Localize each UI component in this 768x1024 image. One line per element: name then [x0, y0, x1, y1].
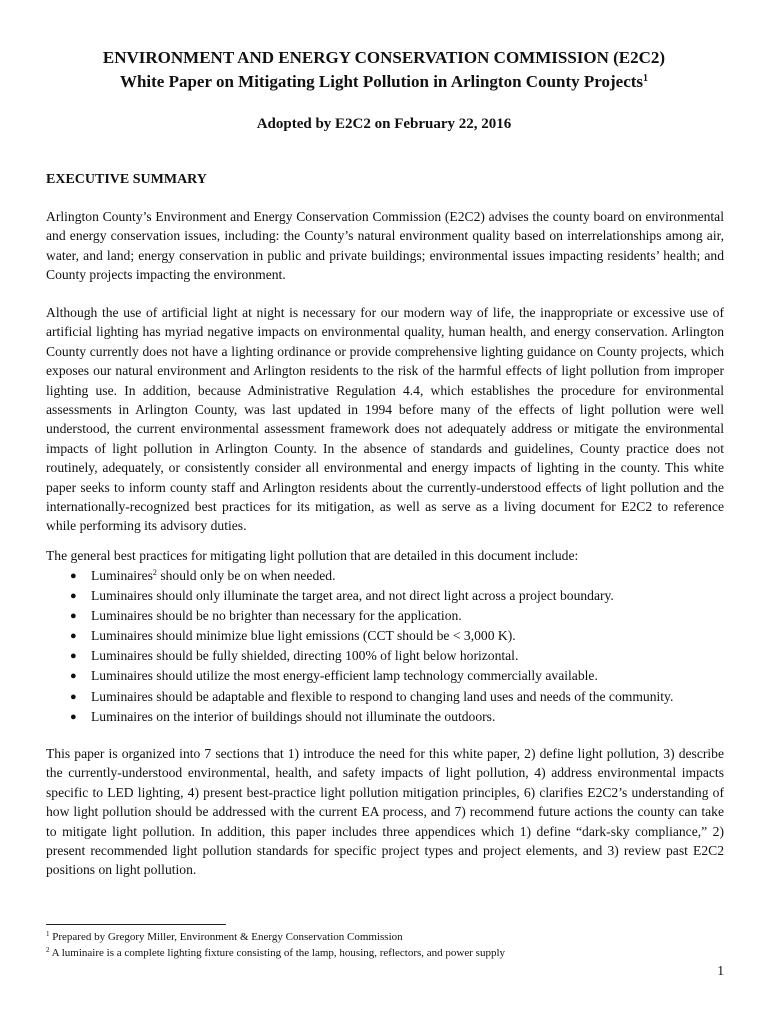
- bullet-icon: ●: [70, 690, 77, 703]
- bullet-icon: ●: [70, 650, 77, 663]
- footnote-2-number: 2: [46, 946, 50, 954]
- paragraph-1-text: Arlington County’s Environment and Energy Conservation Commission (E2C2) advises the county board on environmental and energy conservation issues, including: the County’s natural environment quality based on interrelationships among air, water, and land; energy conservation in public and private buildings; environmental issues impacting residents’ health; and County projects impacting the environment.: [46, 209, 724, 283]
- footnote-ref-1: 1: [643, 73, 649, 84]
- list-item-text: Luminaires should minimize blue light emissions (CCT should be < 3,000 K).: [91, 628, 516, 644]
- list-item-text-rest: should only be on when needed.: [156, 568, 336, 583]
- bullet-icon: ●: [70, 590, 77, 603]
- best-practices-list: [46, 566, 724, 727]
- list-item: [46, 666, 724, 686]
- footnote-1-number: 1: [46, 930, 50, 938]
- list-item-text: Luminaires should only illuminate the target area, and not direct light across a project boundary.: [91, 588, 614, 604]
- paragraph-3-text: The general best practices for mitigating light pollution that are detailed in this document include:: [46, 548, 579, 563]
- bullet-icon: ●: [70, 670, 77, 683]
- bullet-icon: ●: [70, 610, 77, 623]
- paragraph-best-practices-intro: [46, 546, 724, 565]
- list-item: [46, 687, 724, 707]
- paragraph-light-pollution-impacts: [46, 303, 724, 536]
- footnote-ref-2: 2: [152, 568, 157, 577]
- paragraph-4-text: This paper is organized into 7 sections that 1) introduce the need for this white paper, 2) define light pollution, 3) describe the currently-understood environmental, health, and safety impacts of light pollution, 4) address environmental impacts specific to LED lighting, 4) present best-practice light pollution mitigation principles, 6) clarifies E2C2’s understanding of how light pollution should be addressed with the current EA process, and 7) recommend future actions the county can take to mitigate light pollution. In addition, this paper includes three appendices which 1) define “dark-sky compliance,” 2) present recommended light pollution standards for specific project types and project elements, and 3) review past E2C2 positions on light pollution.: [46, 746, 724, 878]
- list-item-text: Luminaires on the interior of buildings should not illuminate the outdoors.: [91, 708, 496, 724]
- executive-summary-heading: EXECUTIVE SUMMARY: [46, 172, 207, 187]
- paragraph-2-text: Although the use of artificial light at night is necessary for our modern way of life, the inappropriate or excessive use of artificial lighting has myriad negative impacts on environmental quality, human health, and energy conservation. Arlington County currently does not have a lighting ordinance or provide comprehensive lighting guidance on County projects, which exposes our natural environment and Arlington residents to the risk of the harmful effects of light pollution from improper lighting use. In addition, because Administrative Regulation 4.4, which establishes the procedure for environmental assessments in Arlington County, was last updated in 1994 before many of the effects of light pollution were well understood, the current environmental assessment framework does not adequately address or mitigate the environmental impacts of light pollution in Arlington County. In the absence of standards and guidelines, County practice does not routinely, adequately, or consistently consider all environmental and energy impacts of lighting in the county. This white paper seeks to inform county staff and Arlington residents about the currently-understood effects of light pollution and the internationally-recognized best practices for its mitigation, as well as serve as a living document for E2C2 to reference while performing its advisory duties.: [46, 305, 724, 534]
- page-number: 1: [717, 963, 724, 978]
- paper-title-text: White Paper on Mitigating Light Pollution in Arlington County Projects: [119, 72, 644, 91]
- list-item-text: Luminaires should be no brighter than necessary for the application.: [91, 608, 462, 624]
- list-item: [46, 707, 724, 727]
- footnote-divider: [46, 924, 226, 925]
- adopted-date: Adopted by E2C2 on February 22, 2016: [256, 116, 512, 132]
- footnote-2: [46, 945, 724, 961]
- org-title-text: ENVIRONMENT AND ENERGY CONSERVATION COMMISSION (E2C2): [102, 48, 666, 67]
- bullet-icon: ●: [70, 570, 77, 582]
- list-item-text: Luminaires: [91, 568, 153, 583]
- bullet-icon: ●: [70, 630, 77, 643]
- footnote-1-text: Prepared by Gregory Miller, Environment & Energy Conservation Commission: [49, 931, 403, 943]
- paragraph-commission-role: [46, 207, 724, 285]
- list-item: [46, 606, 724, 626]
- list-item: [46, 646, 724, 666]
- paper-title: [0, 71, 768, 93]
- paragraph-paper-organization: [46, 744, 724, 880]
- list-item: [46, 626, 724, 646]
- org-title: [0, 47, 768, 69]
- bullet-icon: ●: [70, 710, 77, 723]
- list-item: [46, 566, 724, 586]
- list-item-text: Luminaires should be adaptable and flexible to respond to changing land uses and needs of the community.: [91, 688, 674, 704]
- list-item: [46, 586, 724, 606]
- footnote-2-text: A luminaire is a complete lighting fixture consisting of the lamp, housing, reflectors, and power supply: [49, 947, 505, 959]
- list-item-text: Luminaires should utilize the most energy-efficient lamp technology commercially available.: [91, 668, 598, 684]
- list-item-text: Luminaires should be fully shielded, directing 100% of light below horizontal.: [91, 648, 519, 664]
- footnotes: [46, 929, 724, 961]
- footnote-1: [46, 929, 724, 945]
